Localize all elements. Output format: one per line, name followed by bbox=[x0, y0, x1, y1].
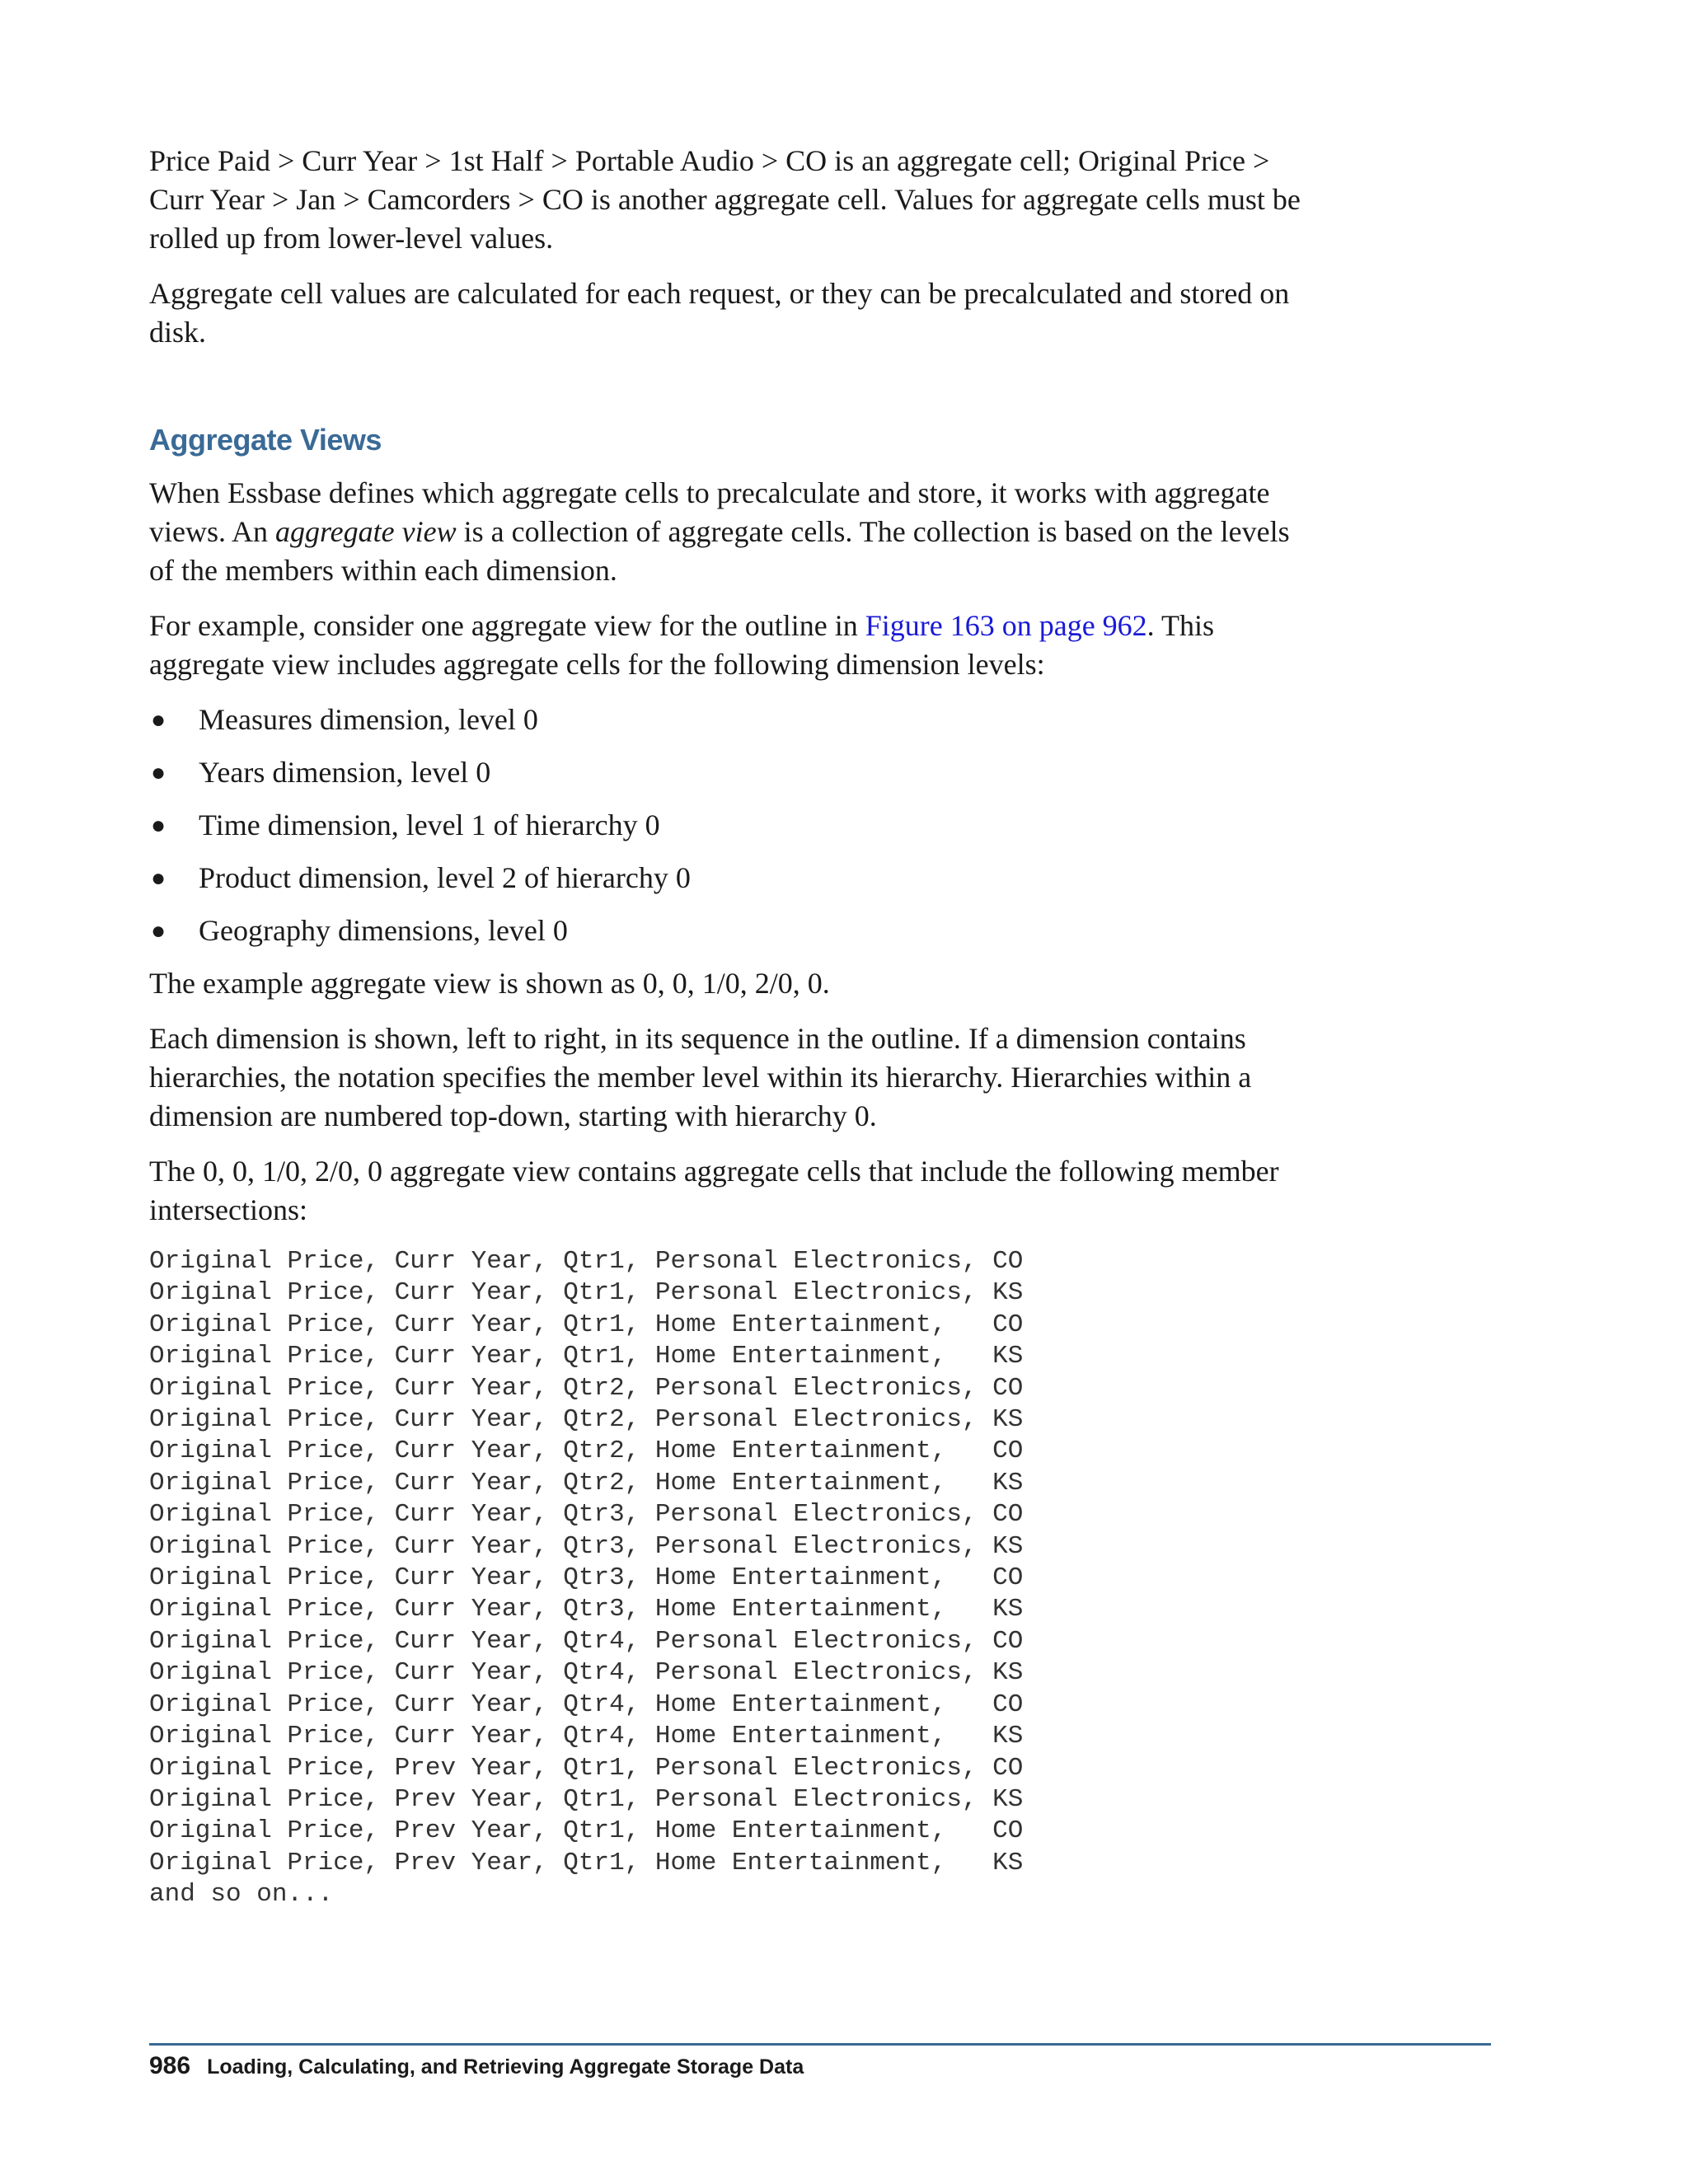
list-item bbox=[149, 806, 1303, 845]
dimension-level-list bbox=[149, 701, 1303, 950]
code-line: Original Price, Curr Year, Qtr4, Personal Electronics, KS bbox=[149, 1658, 1024, 1688]
code-line: Original Price, Curr Year, Qtr3, Personal Electronics, CO bbox=[149, 1500, 1024, 1530]
list-item-text: Product dimension, level 2 of hierarchy 0 bbox=[199, 861, 691, 894]
list-item bbox=[149, 753, 1303, 792]
code-line: Original Price, Prev Year, Qtr1, Home Entertainment, CO bbox=[149, 1816, 1024, 1846]
code-line: Original Price, Curr Year, Qtr1, Home Entertainment, CO bbox=[149, 1310, 1024, 1339]
list-item-text: Geography dimensions, level 0 bbox=[199, 914, 568, 947]
bullet-icon: ● bbox=[151, 706, 166, 733]
bullet-icon: ● bbox=[151, 865, 166, 892]
code-line: Original Price, Curr Year, Qtr3, Personal Electronics, KS bbox=[149, 1531, 1024, 1561]
bullet-icon: ● bbox=[151, 812, 166, 839]
example-paragraph bbox=[149, 607, 1303, 684]
intersections-intro: The 0, 0, 1/0, 2/0, 0 aggregate view contains aggregate cells that include the following member intersections: bbox=[149, 1155, 1279, 1226]
bullet-icon: ● bbox=[151, 917, 166, 944]
code-line: Original Price, Curr Year, Qtr4, Home Entertainment, KS bbox=[149, 1722, 1024, 1751]
code-line: Original Price, Curr Year, Qtr2, Personal Electronics, KS bbox=[149, 1405, 1024, 1435]
list-item-text: Measures dimension, level 0 bbox=[199, 703, 538, 736]
notation-explanation: Each dimension is shown, left to right, in its sequence in the outline. If a dimension contains hierarchies, the notation specifies the member level within its hierarchy. Hierarchies within a dimension are numbered top-down, starting with hierarchy 0. bbox=[149, 1022, 1252, 1132]
code-line: Original Price, Prev Year, Qtr1, Personal Electronics, KS bbox=[149, 1784, 1024, 1814]
list-item bbox=[149, 912, 1303, 950]
code-line: Original Price, Curr Year, Qtr1, Home Entertainment, KS bbox=[149, 1342, 1024, 1371]
list-item-text: Time dimension, level 1 of hierarchy 0 bbox=[199, 808, 660, 841]
chapter-title: Loading, Calculating, and Retrieving Aggregate Storage Data bbox=[207, 2055, 804, 2079]
code-line: Original Price, Prev Year, Qtr1, Home Entertainment, KS bbox=[149, 1848, 1024, 1877]
code-line: Original Price, Curr Year, Qtr3, Home Entertainment, KS bbox=[149, 1595, 1024, 1624]
code-line: Original Price, Curr Year, Qtr1, Personal Electronics, KS bbox=[149, 1278, 1024, 1308]
intro-paragraph-1: Price Paid > Curr Year > 1st Half > Portable Audio > CO is an aggregate cell; Original Price > Curr Year > Jan > Camcorders > CO is another aggregate cell. Values for aggregate cells must be rolled up from lower-level values. bbox=[149, 144, 1301, 255]
code-line: Original Price, Curr Year, Qtr1, Personal Electronics, CO bbox=[149, 1247, 1024, 1276]
code-line: Original Price, Curr Year, Qtr2, Home Entertainment, CO bbox=[149, 1436, 1024, 1466]
intro-paragraph-2: Aggregate cell values are calculated for each request, or they can be precalculated and stored on disk. bbox=[149, 277, 1290, 349]
section-heading: Aggregate Views bbox=[149, 423, 382, 457]
p2-text-before: For example, consider one aggregate view for the outline in bbox=[149, 609, 865, 642]
p1-text-after: is a collection of aggregate cells. The collection is based on the levels of the members within each dimension. bbox=[149, 515, 1290, 587]
code-line: Original Price, Curr Year, Qtr2, Personal Electronics, CO bbox=[149, 1373, 1024, 1403]
code-listing bbox=[149, 1246, 1303, 1911]
page-number: 986 bbox=[149, 2052, 191, 2079]
code-line: Original Price, Curr Year, Qtr3, Home Entertainment, CO bbox=[149, 1563, 1024, 1593]
page-content bbox=[149, 142, 1303, 1911]
code-line: Original Price, Curr Year, Qtr2, Home Entertainment, KS bbox=[149, 1468, 1024, 1497]
code-line: Original Price, Curr Year, Qtr4, Personal Electronics, CO bbox=[149, 1626, 1024, 1656]
figure-reference-link[interactable]: Figure 163 on page 962 bbox=[865, 609, 1147, 642]
code-line: Original Price, Prev Year, Qtr1, Personal Electronics, CO bbox=[149, 1753, 1024, 1783]
p1-term: aggregate view bbox=[275, 515, 457, 548]
p2-text-after: . This aggregate view includes aggregate cells for the following dimension levels: bbox=[149, 609, 1215, 681]
list-item-text: Years dimension, level 0 bbox=[199, 756, 491, 789]
page-footer bbox=[149, 2052, 804, 2080]
code-line: and so on... bbox=[149, 1880, 334, 1910]
aggregate-view-definition bbox=[149, 474, 1303, 590]
bullet-icon: ● bbox=[151, 759, 166, 786]
p1-text-before: When Essbase defines which aggregate cells to precalculate and store, it works with aggregate views. An bbox=[149, 476, 1270, 548]
footer-divider bbox=[149, 2043, 1491, 2046]
notation-example: The example aggregate view is shown as 0, 0, 1/0, 2/0, 0. bbox=[149, 967, 830, 1000]
list-item bbox=[149, 701, 1303, 739]
list-item bbox=[149, 859, 1303, 898]
code-line: Original Price, Curr Year, Qtr4, Home Entertainment, CO bbox=[149, 1690, 1024, 1719]
